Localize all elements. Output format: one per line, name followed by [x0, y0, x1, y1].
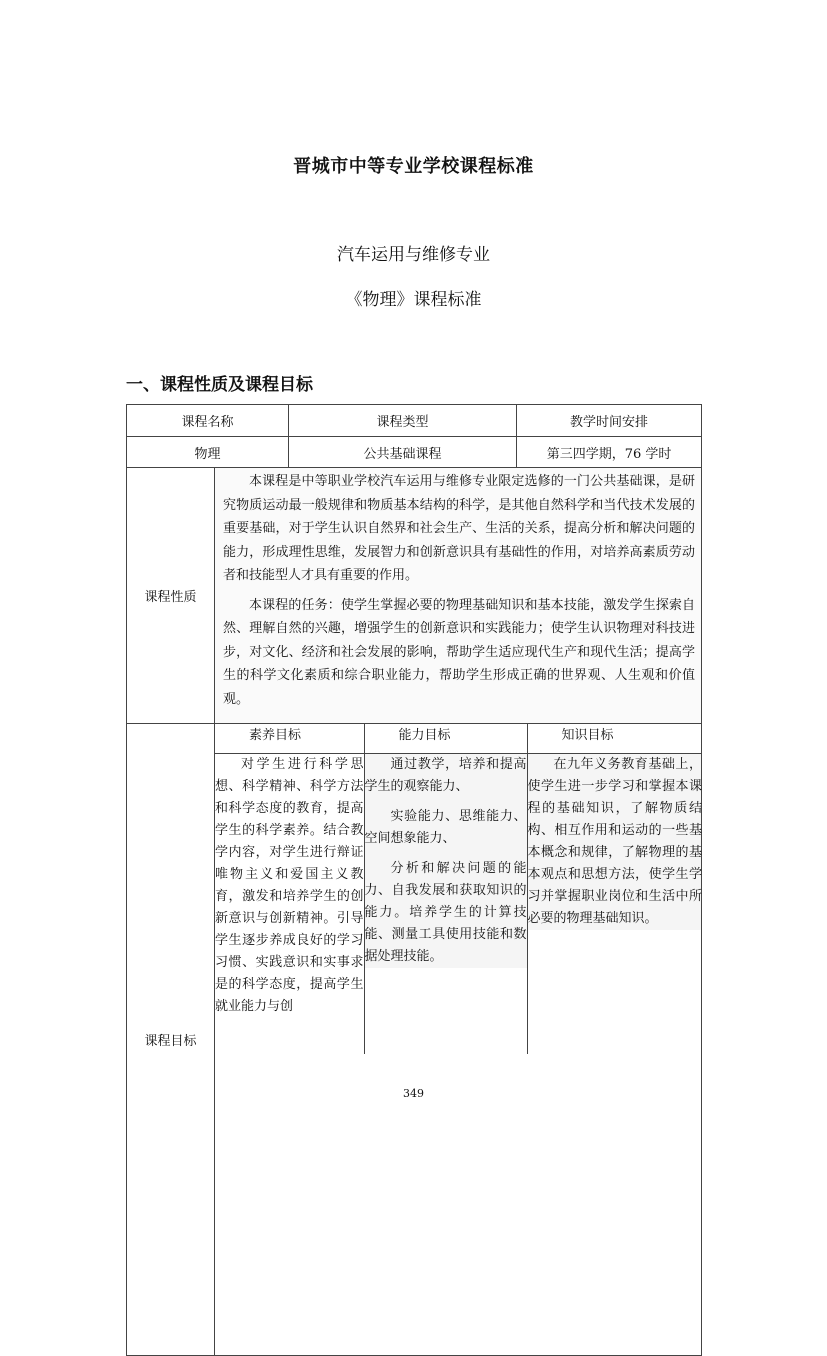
table-row	[127, 437, 702, 468]
goals-inner-table	[215, 724, 702, 1054]
knowledge-text: 在九年义务教育基础上，使学生进一步学习和掌握本课程的基础知识，了解物质结构、相互作用和运动的一些基本概念和规律，了解物理的基本观点和思想方法，使学生学习并掌握职业岗位和生活中所必要的物理基础知识。	[527, 757, 702, 926]
cell-schedule: 第三四学期，76 学时	[517, 437, 702, 468]
course-standard-table	[126, 404, 702, 1356]
nature-row	[127, 468, 702, 724]
table-header-row	[127, 405, 702, 437]
knowledge-goals	[527, 754, 702, 1055]
nature-label: 课程性质	[127, 468, 215, 724]
header-schedule: 教学时间安排	[517, 405, 702, 437]
goals-body-row	[215, 754, 702, 1055]
cell-course-type: 公共基础课程	[289, 437, 517, 468]
cell-course-name: 物理	[127, 437, 289, 468]
ability-text-3: 分析和解决问题的能力、自我发展和获取知识的能力。培养学生的计算技能、测量工具使用技能和数据处理技能。	[364, 861, 527, 964]
goals-header-row	[215, 724, 702, 754]
goals-row	[127, 724, 702, 1356]
course-subtitle: 《物理》课程标准	[345, 290, 482, 310]
ability-text-2: 实验能力、思维能力、空间想象能力、	[364, 809, 527, 846]
nature-content	[215, 468, 702, 724]
section-heading: 一、课程性质及课程目标	[126, 375, 313, 395]
major-subtitle: 汽车运用与维修专业	[337, 245, 490, 265]
literacy-goals	[215, 754, 364, 1055]
goal-header-ability: 能力目标	[364, 724, 527, 754]
goal-header-knowledge: 知识目标	[527, 724, 702, 754]
nature-paragraph-1: 本课程是中等职业学校汽车运用与维修专业限定选修的一门公共基础课，是研究物质运动最一般规律和物质基本结构的科学，是其他自然科学和当代技术发展的重要基础，对于学生认识自然界和社会生产、生活的关系，提高分析和解决问题的能力，形成理性思维，发展智力和创新意识具有基础性的作用，对培养高素质劳动者和技能型人才具有重要的作用。	[223, 474, 696, 583]
page-number: 349	[403, 1087, 424, 1100]
header-course-name: 课程名称	[127, 405, 289, 437]
goals-content	[215, 724, 702, 1356]
ability-goals	[364, 754, 527, 1055]
header-course-type: 课程类型	[289, 405, 517, 437]
nature-paragraph-2: 本课程的任务：使学生掌握必要的物理基础知识和基本技能，激发学生探索自然、理解自然的兴趣，增强学生的创新意识和实践能力；使学生认识物理对科技进步，对文化、经济和社会发展的影响，帮助学生适应现代生产和现代生活；提高学生的科学文化素质和综合职业能力，帮助学生形成正确的世界观、人生观和价值观。	[223, 597, 696, 707]
ability-text-1: 通过教学，培养和提高学生的观察能力、	[364, 757, 527, 794]
document-title: 晋城市中等专业学校课程标准	[293, 156, 534, 177]
goal-header-literacy: 素养目标	[215, 724, 364, 754]
literacy-text: 对学生进行科学思想、科学精神、科学方法和科学态度的教育，提高学生的科学素养。结合教学内容，对学生进行辩证唯物主义和爱国主义教育，激发和培养学生的创新意识与创新精神。引导学生逐步养成良好的学习习惯、实践意识和实事求是的科学态度，提高学生就业能力与创	[215, 757, 364, 1014]
goals-label: 课程目标	[127, 724, 215, 1356]
